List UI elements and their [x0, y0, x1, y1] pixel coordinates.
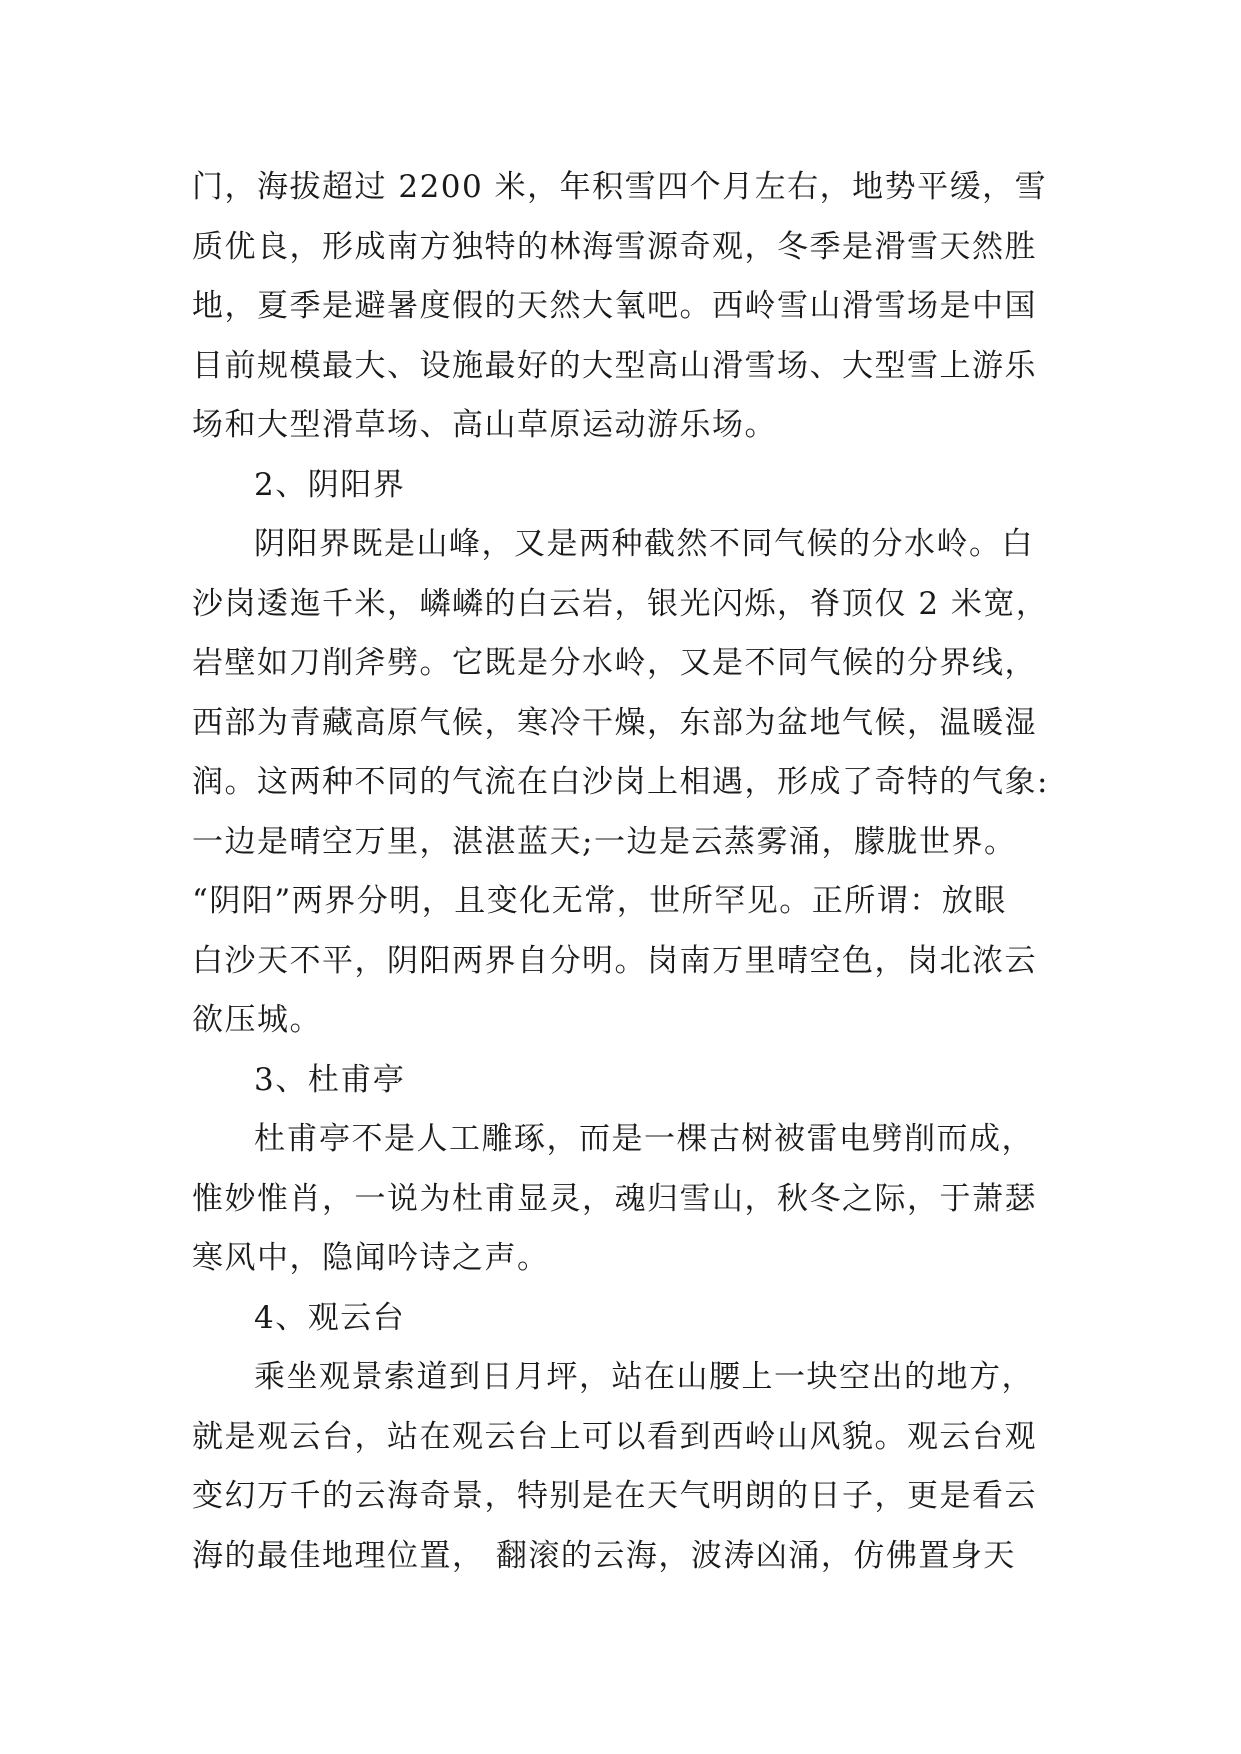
text-line: 西部为青藏高原气候，寒冷干燥，东部为盆地气候，温暖湿 [192, 704, 1037, 741]
section-heading [192, 1289, 1072, 1349]
heading-text: 3、杜甫亭 [254, 1061, 406, 1098]
text-line: 寒风中，隐闻吟诗之声。 [192, 1240, 550, 1276]
text-line: 润。这两种不同的气流在白沙岗上相遇，形成了奇特的气象: [192, 764, 1049, 800]
paragraph [192, 1110, 1072, 1289]
text-line: 就是观云台，站在观云台上可以看到西岭山风貌。观云台观 [192, 1418, 1037, 1455]
section-heading [192, 456, 1072, 516]
text-line: 白沙天不平，阴阳两界自分明。岗南万里晴空色，岗北浓云 [192, 942, 1037, 979]
text-line: 阴阳界既是山峰，又是两种截然不同气候的分水岭。白 [254, 526, 1034, 562]
paragraph [192, 158, 1072, 456]
text-line: 欲压城。 [192, 1002, 322, 1038]
heading-text: 2、阴阳界 [254, 466, 406, 503]
paragraph [192, 1348, 1072, 1586]
text-line: 质优良，形成南方独特的林海雪源奇观，冬季是滑雪天然胜 [192, 228, 1037, 265]
heading-text: 4、观云台 [254, 1299, 406, 1336]
text-line: 门，海拔超过 2200 米，年积雪四个月左右，地势平缓，雪 [192, 169, 1048, 205]
text-line: 沙岗逶迤千米，嶙嶙的白云岩，银光闪烁，脊顶仅 2 米宽， [192, 585, 1049, 622]
text-line: 变幻万千的云海奇景，特别是在天气明朗的日子，更是看云 [192, 1478, 1037, 1514]
text-line: 惟妙惟肖，一说为杜甫显灵，魂归雪山，秋冬之际，于萧瑟 [192, 1180, 1037, 1217]
text-line: 地，夏季是避暑度假的天然大氧吧。西岭雪山滑雪场是中国 [192, 288, 1037, 324]
text-line: 杜甫亭不是人工雕琢，而是一棵古树被雷电劈削而成， [254, 1121, 1034, 1157]
text-line: 海的最佳地理位置， 翻滚的云海，波涛凶涌，仿佛置身天 [192, 1537, 1016, 1574]
section-heading [192, 1051, 1072, 1111]
text-line: 乘坐观景索道到日月坪，站在山腰上一块空出的地方， [254, 1359, 1034, 1395]
paragraph [192, 515, 1072, 1051]
document-body [192, 158, 1072, 1586]
text-line: “阴阳”两界分明，且变化无常，世所罕见。正所谓：放眼 [192, 883, 1007, 919]
text-line: 场和大型滑草场、高山草原运动游乐场。 [192, 407, 777, 443]
text-line: 岩壁如刀削斧劈。它既是分水岭，又是不同气候的分界线， [192, 645, 1037, 681]
text-line: 一边是晴空万里，湛湛蓝天;一边是云蒸雾涌，朦胧世界。 [192, 823, 1017, 860]
text-line: 目前规模最大、设施最好的大型高山滑雪场、大型雪上游乐 [192, 347, 1037, 384]
